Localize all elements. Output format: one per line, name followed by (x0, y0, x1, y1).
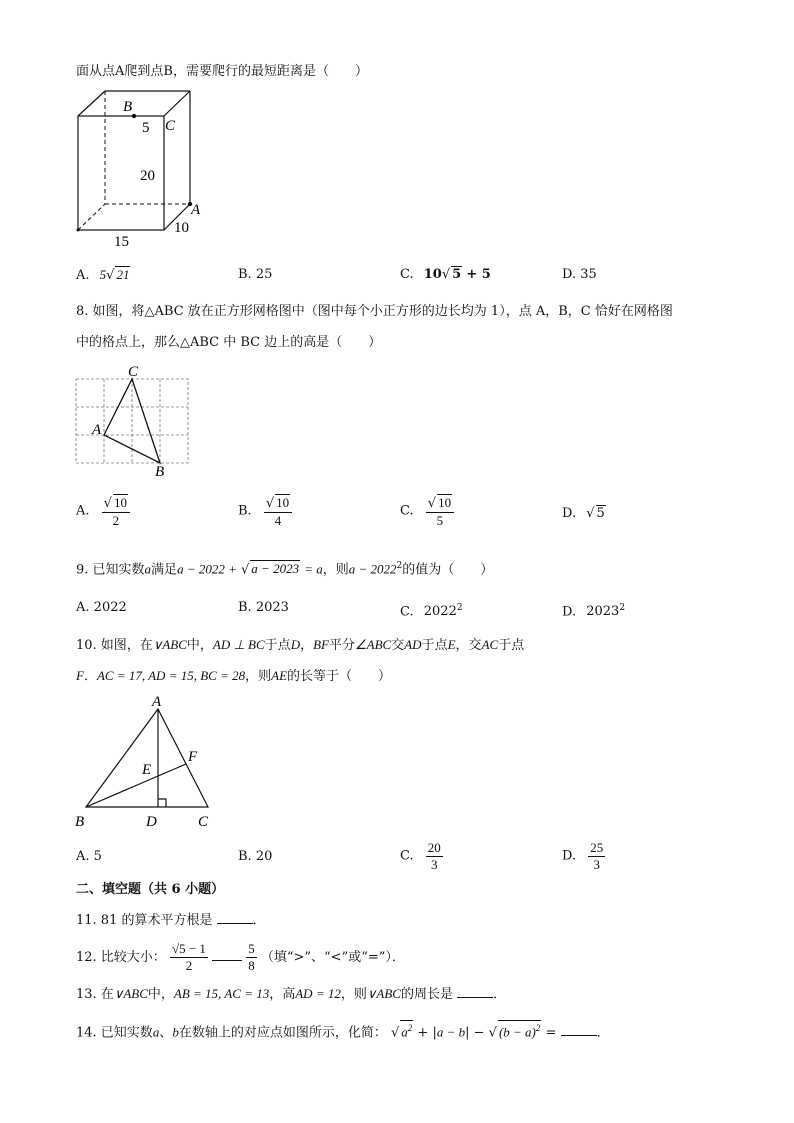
q9-option-c[interactable]: C. 2022$^2$ (400, 603, 463, 620)
q10-line2: F．AC = 17, AD = 15, BC = 28，则AE的长等于（ ） (76, 668, 392, 684)
label-B: B (155, 464, 165, 480)
q10-triangle-figure (70, 694, 230, 834)
q10-option-b[interactable]: B. 20 (238, 849, 273, 864)
q8-option-a[interactable]: A. $\frac{√ 10}{2}$ (76, 494, 130, 529)
answer-blank[interactable] (561, 1023, 597, 1036)
q8-option-b[interactable]: B. $\frac{√ 10}{4}$ (238, 494, 292, 529)
q9-option-a[interactable]: A. 2022 (76, 600, 127, 615)
q10-line1: 10. 如图，在∨ABC中，AD ⊥ BC于点D，BF平分∠ABC交AD于点E，交AC于点 (76, 637, 525, 653)
bisector-BF (86, 764, 186, 807)
label-10: 10 (174, 220, 189, 236)
q7-option-b[interactable]: B. 25 (238, 267, 273, 282)
label-A: A (152, 694, 162, 710)
q10-option-a[interactable]: A. 5 (76, 849, 102, 864)
label-C: C (165, 118, 176, 134)
q8-option-d[interactable]: D. √ 5 (562, 506, 605, 521)
label-A: A (92, 422, 102, 438)
q7-cuboid-figure (70, 86, 210, 256)
q11-text: 11. 81 的算术平方根是 ． (76, 913, 266, 928)
q14-text: 14. 已知实数a、b在数轴上的对应点如图所示，化简： √ $a^2 + |a - b|$ − √ $(b - a)^2$ = ． (76, 1020, 610, 1042)
answer-blank[interactable] (457, 985, 493, 998)
q7-text: 面从点A爬到点B，需要爬行的最短距离是（ ） (76, 64, 368, 79)
q9-option-b[interactable]: B. 2023 (238, 600, 289, 615)
right-angle-mark (158, 799, 166, 807)
q13-text: 13. 在∨ABC中，AB = 15, AC = 13，高AD = 12，则∨ABC的周长是 ． (76, 986, 507, 1002)
label-F: F (188, 749, 198, 765)
q12-text: 12. 比较大小： $\frac{√5 - 1}{2}$ $\frac{5}{8}$ （填“>”、“<”或“=”）． (76, 941, 405, 973)
section-title: 二、填空题（共 6 小题） (76, 882, 225, 897)
label-C: C (128, 364, 139, 380)
label-E: E (142, 762, 152, 778)
q9-text: 9. 已知实数a满足a − 2022 + √ a − 2023 = a，则$a - 2022^2$的值为（ ） (76, 561, 494, 578)
answer-blank[interactable] (212, 948, 242, 961)
label-20: 20 (140, 168, 155, 184)
q8-option-c[interactable]: C. $\frac{√ 10}{5}$ (400, 494, 454, 529)
label-5: 5 (142, 120, 150, 136)
point-B-dot (132, 114, 136, 118)
q7-option-a[interactable]: A. 5√ 21 (76, 267, 130, 283)
q10-option-c[interactable]: C. $\frac{20}{3}$ (400, 840, 441, 872)
q8-line1: 8. 如图，将△ABC 放在正方形网格图中（图中每个小正方形的边长均为 1），点 A，B，C 恰好在网格图 (76, 304, 673, 319)
q10-option-d[interactable]: D. $\frac{25}{3}$ (562, 840, 604, 872)
q8-line2: 中的格点上，那么△ABC 中 BC 边上的高是（ ） (76, 335, 382, 350)
q7-option-c[interactable]: C. 10√ 5 + 5 (400, 267, 491, 282)
label-C: C (198, 814, 209, 830)
label-B: B (75, 814, 85, 830)
q8-grid-figure (70, 362, 195, 480)
answer-blank[interactable] (217, 911, 253, 924)
label-D: D (146, 814, 157, 830)
label-A: A (191, 202, 201, 218)
q9-option-d[interactable]: D. 2023$^2$ (562, 603, 626, 620)
q7-option-d[interactable]: D. 35 (562, 267, 597, 282)
label-B: B (123, 99, 133, 115)
label-15: 15 (114, 234, 129, 250)
